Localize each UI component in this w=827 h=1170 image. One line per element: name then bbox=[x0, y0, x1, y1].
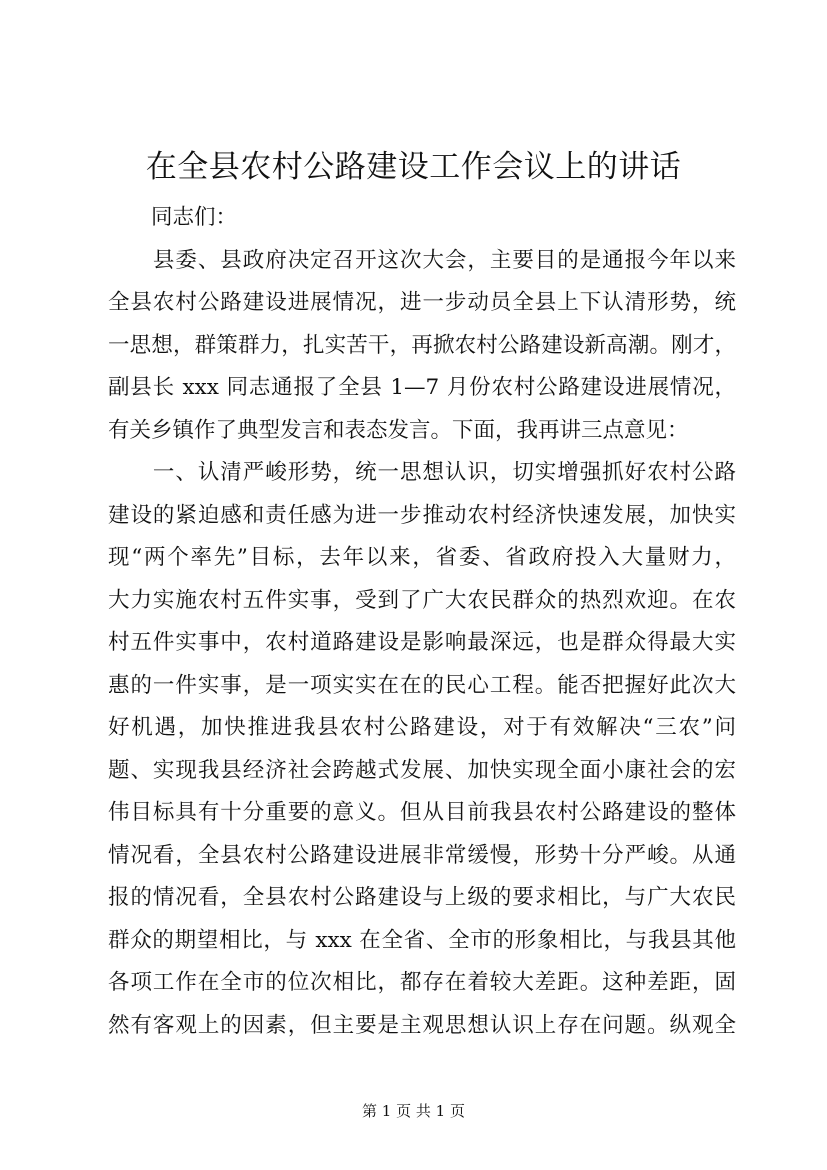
body-line: 惠的一件实事，是一项实实在在的民心工程。能否把握好此次大 bbox=[108, 672, 736, 698]
body-line: 县委、县政府决定召开这次大会，主要目的是通报今年以来 bbox=[108, 247, 736, 273]
body-line: 情况看，全县农村公路建设进展非常缓慢，形势十分严峻。从通 bbox=[108, 842, 736, 868]
body-line: 有关乡镇作了典型发言和表态发言。下面，我再讲三点意见： bbox=[108, 417, 689, 443]
body-line: 现“两个率先”目标，去年以来，省委、省政府投入大量财力， bbox=[108, 545, 736, 570]
document-title: 在全县农村公路建设工作会议上的讲话 bbox=[145, 149, 682, 185]
body-line: 一思想，群策群力，扎实苦干，再掀农村公路建设新高潮。刚才， bbox=[108, 332, 736, 358]
body-line: 村五件实事中，农村道路建设是影响最深远，也是群众得最大实 bbox=[108, 630, 736, 655]
body-line: 建设的紧迫感和责任感为进一步推动农村经济快速发展，加快实 bbox=[108, 502, 736, 528]
page-number-footer: 第 1 页 共 1 页 bbox=[362, 1102, 465, 1120]
body-line: 同志们： bbox=[108, 205, 238, 230]
body-line: 副县长 xxx 同志通报了全县 1—7 月份农村公路建设进展情况， bbox=[108, 375, 736, 400]
body-line: 好机遇，加快推进我县农村公路建设，对于有效解决“三农”问 bbox=[108, 715, 736, 740]
body-line: 大力实施农村五件实事，受到了广大农民群众的热烈欢迎。在农 bbox=[108, 587, 736, 613]
body-line: 一、认清严峻形势，统一思想认识，切实增强抓好农村公路 bbox=[108, 460, 736, 485]
document-body bbox=[108, 197, 736, 1047]
body-line: 报的情况看，全县农村公路建设与上级的要求相比，与广大农民 bbox=[108, 885, 736, 910]
body-line: 全县农村公路建设进展情况，进一步动员全县上下认清形势，统 bbox=[108, 290, 736, 315]
body-line: 题、实现我县经济社会跨越式发展、加快实现全面小康社会的宏 bbox=[108, 757, 736, 783]
body-line: 伟目标具有十分重要的意义。但从目前我县农村公路建设的整体 bbox=[108, 800, 736, 825]
body-line: 各项工作在全市的位次相比，都存在着较大差距。这种差距，固 bbox=[108, 970, 736, 995]
body-line: 然有客观上的因素，但主要是主观思想认识上存在问题。纵观全 bbox=[108, 1012, 736, 1038]
body-line: 群众的期望相比，与 xxx 在全省、全市的形象相比，与我县其他 bbox=[108, 927, 736, 953]
